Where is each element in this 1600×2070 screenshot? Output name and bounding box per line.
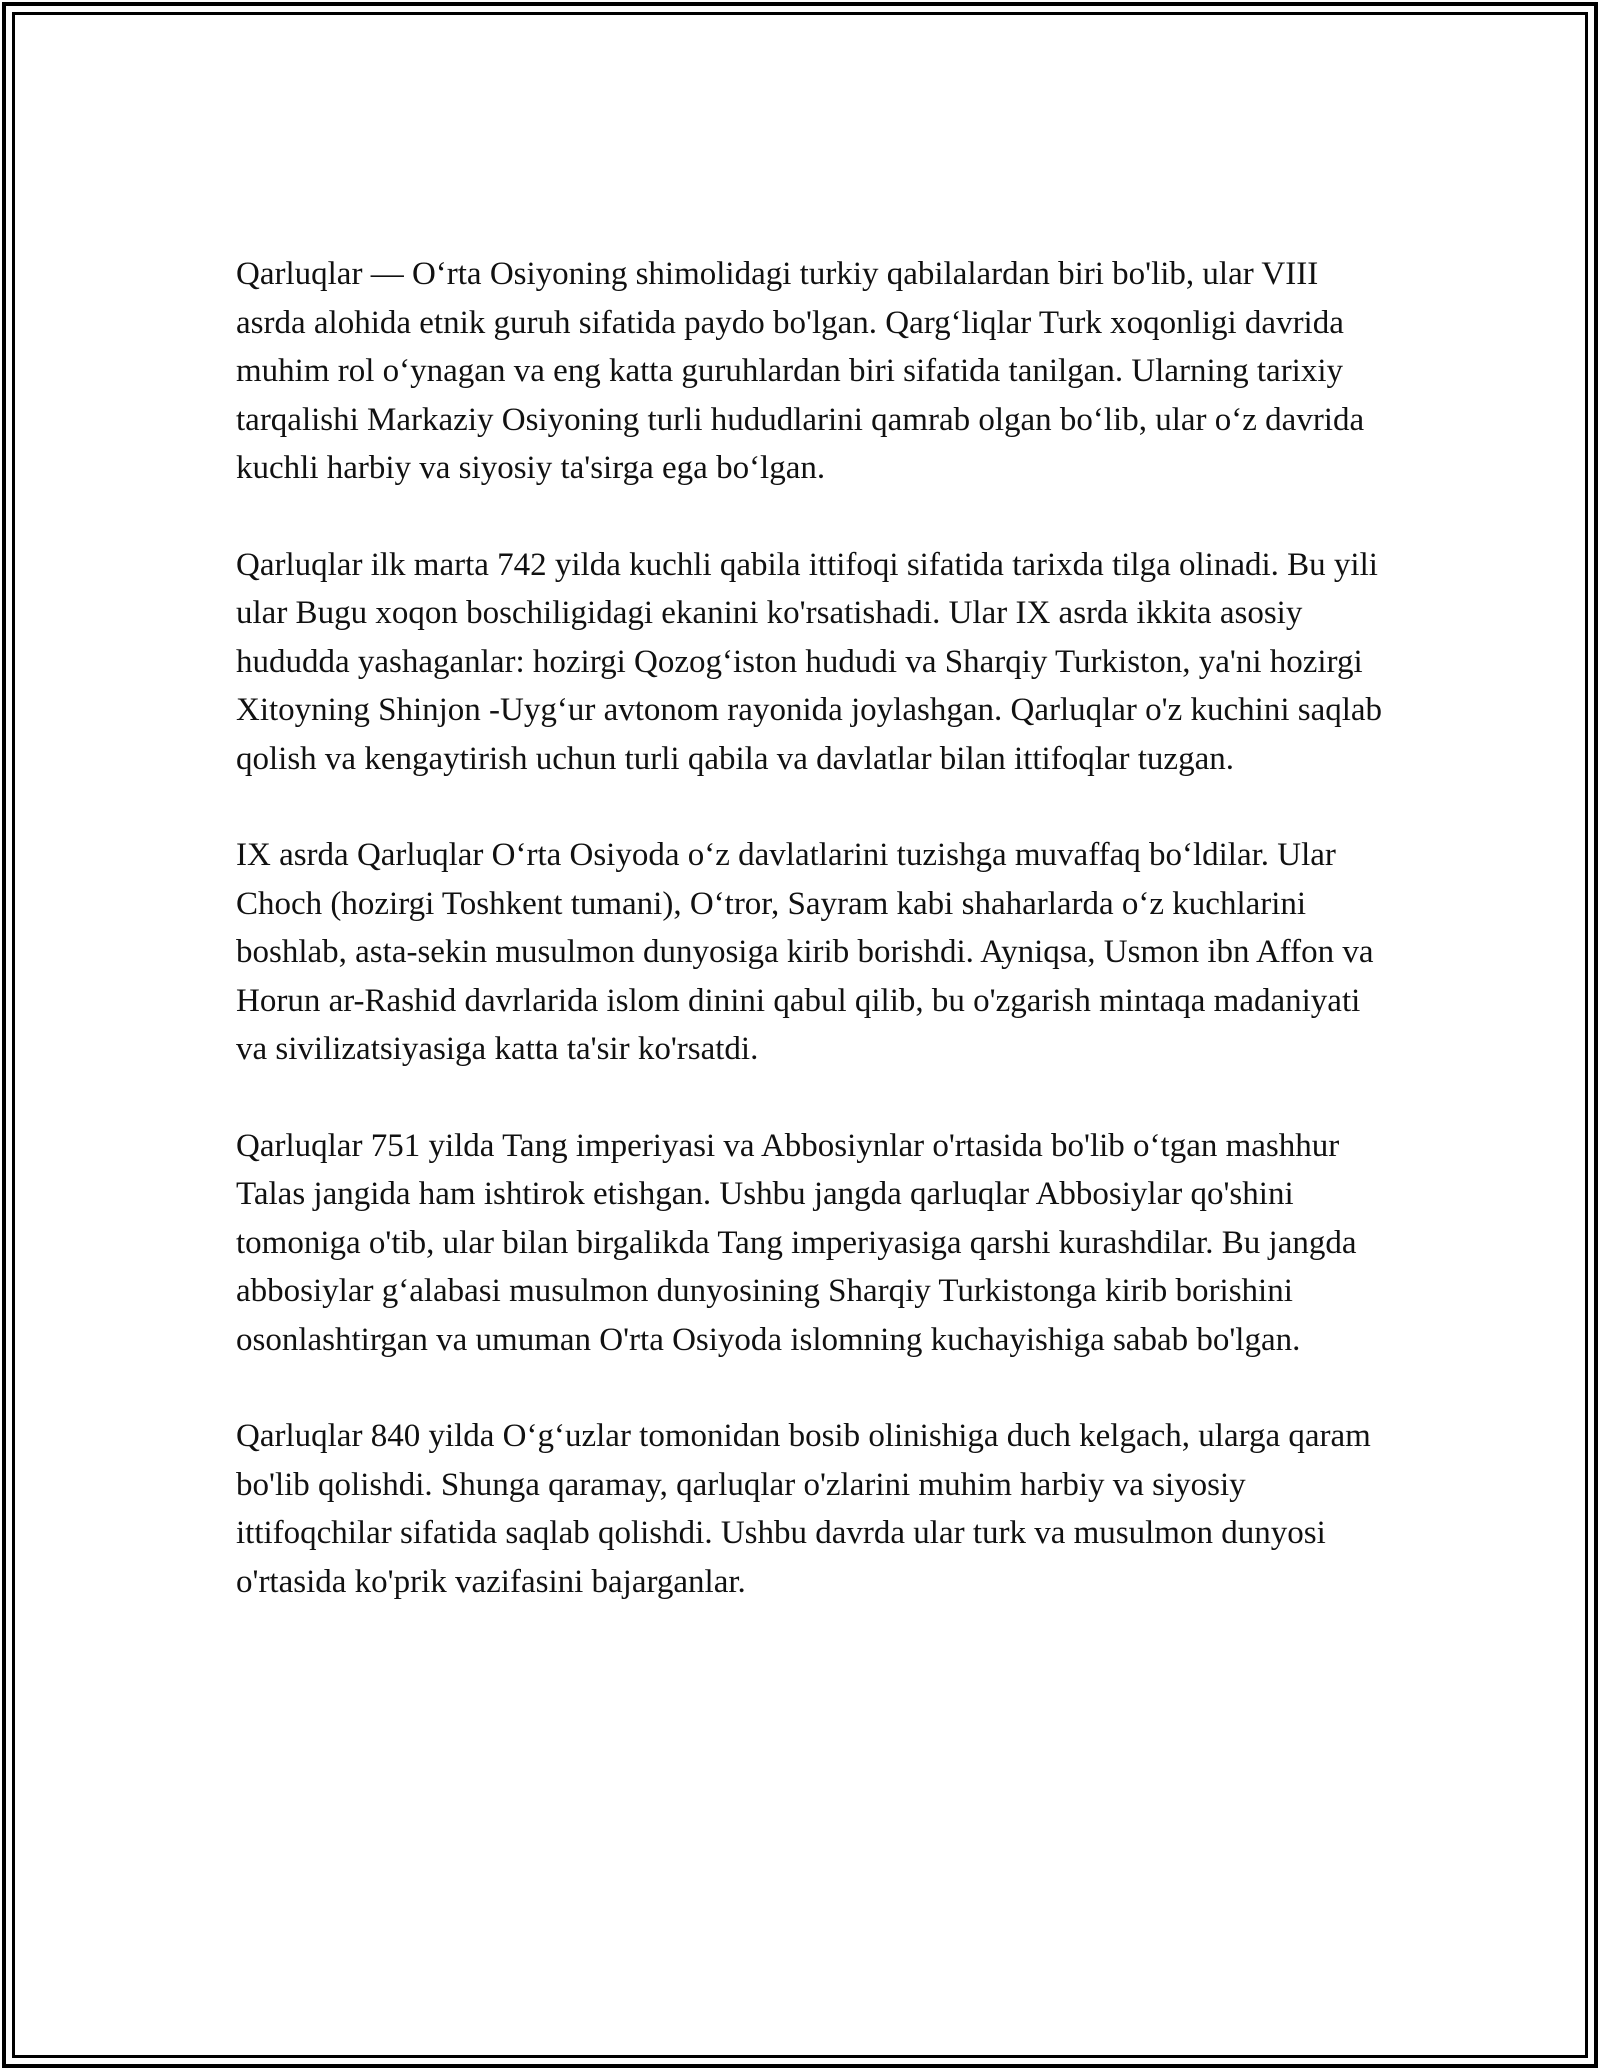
paragraph-4: Qarluqlar 751 yilda Tang imperiyasi va Abbosiynlar o'rtasida bo'lib o‘tgan mashhur Talas jangida ham ishtirok etishgan. Ushbu jangda qarluqlar Abbosiylar qo'shini tomoniga o'tib, ular bilan birgalikda Tang imperiyasiga qarshi kurashdilar. Bu jangda abbosiylar g‘alabasi musulmon dunyosining Sharqiy Turkistonga kirib borishini osonlashtirgan va umuman O'rta Osiyoda islomning kuchayishiga sabab bo'lgan. [236,1127,1357,1358]
paragraph-3: IX asrda Qarluqlar O‘rta Osiyoda o‘z davlatlarini tuzishga muvaffaq bo‘ldilar. Ular Choch (hozirgi Toshkent tumani), O‘tror, Sayram kabi shaharlarda o‘z kuchlarini boshlab, asta-sekin musulmon dunyosiga kirib borishdi. Ayniqsa, Usmon ibn Affon va Horun ar-Rashid davrlarida islom dinini qabul qilib, bu o'zgarish mintaqa madaniyati va sivilizatsiyasiga katta ta'sir ko'rsatdi. [236,837,1374,1067]
document-body [236,250,1386,1654]
paragraph-5: Qarluqlar 840 yilda O‘g‘uzlar tomonidan bosib olinishiga duch kelgach, ularga qaram bo'lib qolishdi. Shunga qaramay, qarluqlar o'zlarini muhim harbiy va siyosiy ittifoqchilar sifatida saqlab qolishdi. Ushbu davrda ular turk va musulmon dunyosi o'rtasida ko'prik vazifasini bajarganlar. [236,1418,1371,1600]
paragraph-1: Qarluqlar — O‘rta Osiyoning shimolidagi turkiy qabilalardan biri bo'lib, ular VIII asrda alohida etnik guruh sifatida paydo bo'lgan. Qarg‘liqlar Turk xoqonligi davrida muhim rol o‘ynagan va eng katta guruhlardan biri sifatida tanilgan. Ularning tarixiy tarqalishi Markaziy Osiyoning turli hududlarini qamrab olgan bo‘lib, ular o‘z davrida kuchli harbiy va siyosiy ta'sirga ega bo‘lgan. [236,256,1365,486]
paragraph-2: Qarluqlar ilk marta 742 yilda kuchli qabila ittifoqi sifatida tarixda tilga olinadi. Bu yili ular Bugu xoqon boschiligidagi ekanini ko'rsatishadi. Ular IX asrda ikkita asosiy hududda yashaganlar: hozirgi Qozog‘iston hududi va Sharqiy Turkiston, ya'ni hozirgi Xitoyning Shinjon -Uyg‘ur avtonom rayonida joylashgan. Qarluqlar o'z kuchini saqlab qolish va kengaytirish uchun turli qabila va davlatlar bilan ittifoqlar tuzgan. [236,546,1383,777]
